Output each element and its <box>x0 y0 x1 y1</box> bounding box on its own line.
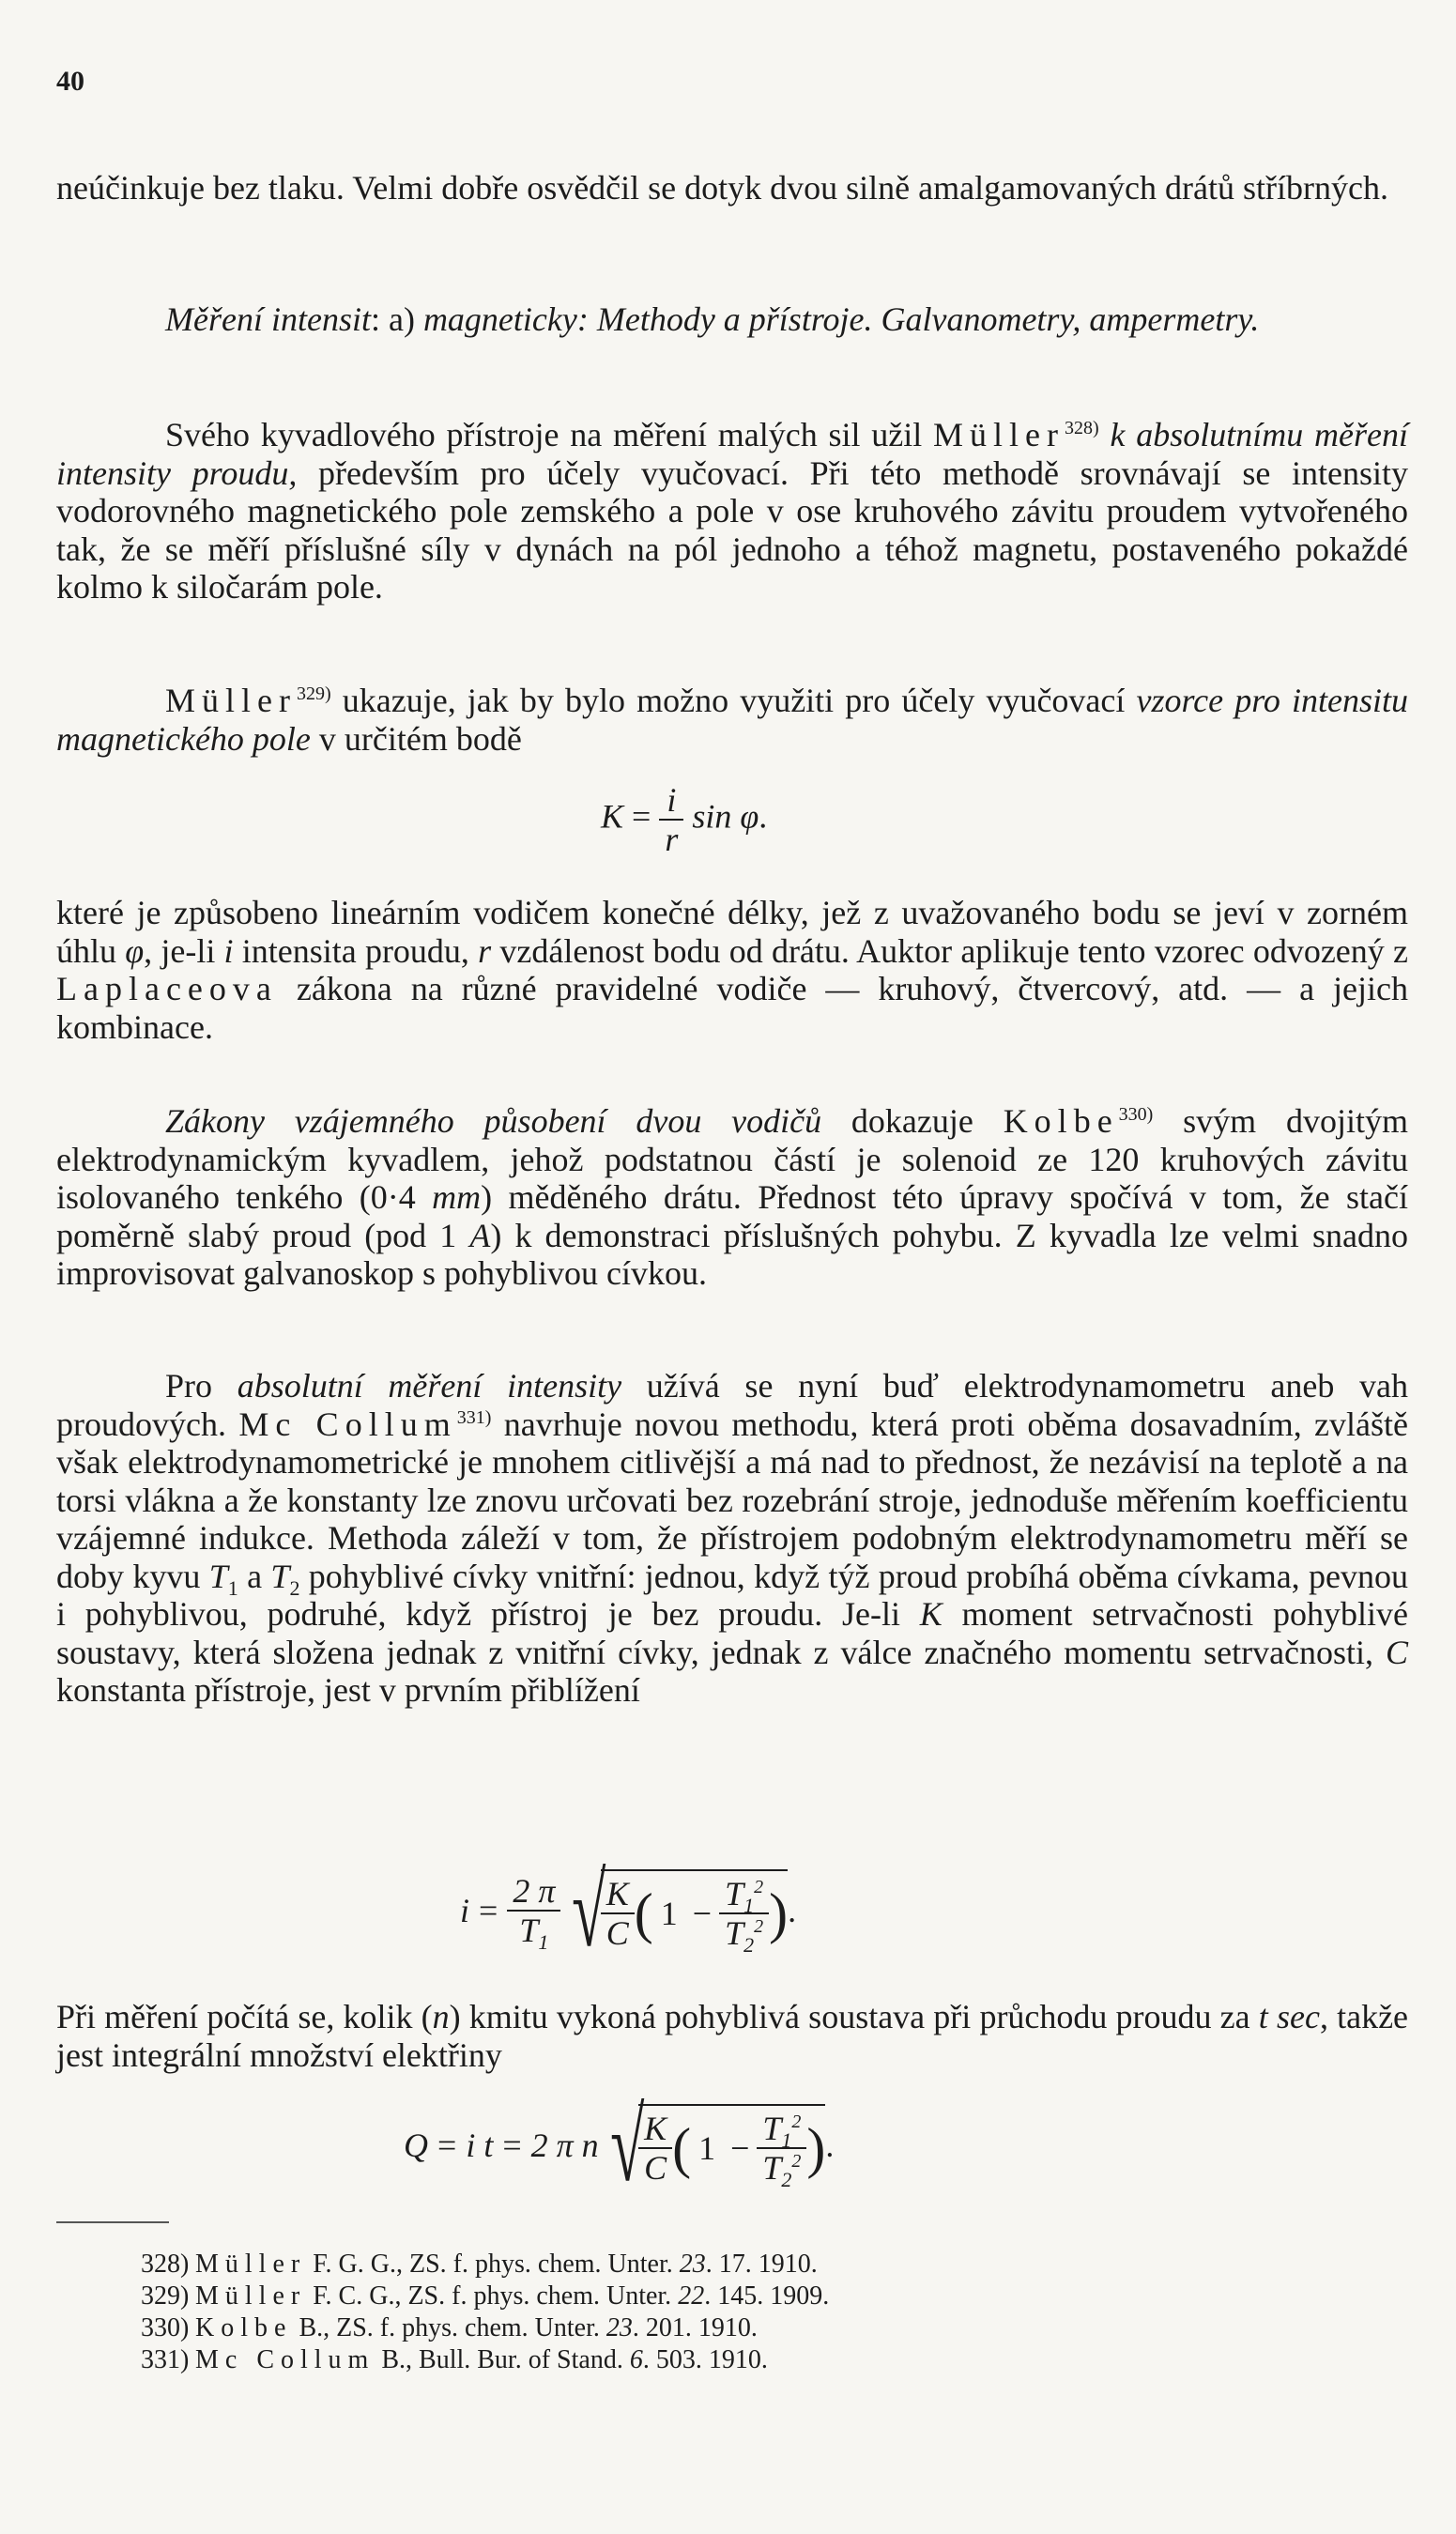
f2-end: . <box>788 1892 797 1929</box>
p4-r: r <box>478 931 492 970</box>
paragraph-5 <box>56 1102 1408 1293</box>
fn-author: Müller <box>195 2250 307 2279</box>
p4-c: intensita proudu, <box>233 931 479 970</box>
p7-sec: sec <box>1267 1998 1320 2035</box>
heading-a: a) <box>388 300 423 338</box>
formula-1 <box>601 781 767 858</box>
fn-rest: . 17. 1910. <box>705 2250 818 2279</box>
footnote-divider <box>56 2221 169 2223</box>
author-mccollum: Mc Collum <box>238 1405 457 1443</box>
f3-rnum: K <box>638 2110 672 2149</box>
fn-rest: . 201. 1910. <box>632 2313 758 2342</box>
p4-a: které je způsobeno lineárním vodičem konečné délky, jež z uvažovaného bodu se jeví v zorném úhlu <box>56 894 1408 970</box>
f2-rparen: ) <box>769 1882 789 1944</box>
p2-italic: k absolutnímu měření intensity proudu, <box>56 416 1408 492</box>
f3-lhs: Q <box>404 2127 428 2164</box>
f3-one: 1 <box>698 2129 716 2167</box>
p6-K: K <box>919 1595 943 1633</box>
ref-330: 330) <box>1118 1104 1154 1125</box>
p6-T1sub: 1 <box>227 1575 238 1600</box>
f2-one: 1 <box>660 1895 678 1932</box>
f2-rnum: K <box>601 1875 635 1914</box>
f1-var: φ <box>740 797 759 836</box>
f2-minus: − <box>692 1895 713 1932</box>
footnote-329 <box>141 2281 1314 2312</box>
p4-phi: φ <box>125 931 145 970</box>
fn-text: B., ZS. f. phys. chem. Unter. <box>292 2313 606 2342</box>
footnote-328 <box>141 2249 1314 2281</box>
f3-end: . <box>825 2127 835 2164</box>
p4-i: i <box>223 931 234 970</box>
author-muller-2: Müller <box>165 682 297 719</box>
p6-d: a <box>238 1557 271 1595</box>
f2-num: 2 π <box>507 1872 560 1912</box>
p5-italic: Zákony vzájemného působení dvou vodičů <box>165 1102 822 1140</box>
p6-T2: T <box>270 1557 290 1595</box>
f3-td: T <box>762 2149 782 2187</box>
footnote-330 <box>141 2312 1314 2344</box>
fn-volume: 6 <box>629 2345 643 2374</box>
p4-e: zákona na různé pravidelné vodiče — kruhový, čtvercový, atd. — a jejich kombinace. <box>56 970 1408 1046</box>
f3-mid: i t <box>466 2127 494 2164</box>
f3-lparen: ( <box>672 2117 692 2179</box>
p6-italic: absolutní měření intensity <box>237 1367 622 1405</box>
f2-eq: = <box>479 1892 498 1929</box>
p5-b: svým dvojitým elektrodynamickým kyvadlem, jehož podstatnou částí je solenoid ze 120 kruhových závitu isolovaného tenkého (0·4 <box>56 1102 1408 1216</box>
f2-tn: T <box>725 1875 744 1912</box>
f1-eq: = <box>632 797 651 836</box>
heading-rest: : Methody a přístroje. Galvanometry, ampermetry. <box>576 300 1260 338</box>
f3-coef: 2 π n <box>530 2127 599 2164</box>
f2-den-sub: 1 <box>538 1930 549 1955</box>
f3-tn-sub: 1 <box>781 2128 792 2153</box>
heading-a-label: magneticky <box>422 300 577 338</box>
p5-a: dokazuje <box>821 1102 1004 1140</box>
paragraph-3 <box>56 682 1408 758</box>
footnote-331 <box>141 2344 1314 2376</box>
p6-c: navrhuje novou methodu, která proti oběma dosavadním, zvláště však elektrodynamometrické je mnohem citlivější a má nad to přednost, že nezávisí na teplotě a na torsi vlákna a že konstanty lze znovu určovati bez rozebrání stroje, jednoduše měřením koefficientu vzájemné indukce. Methoda záleží v tom, že přístrojem podobným elektrodynamometru měří se doby kyvu <box>56 1405 1408 1595</box>
f1-den: r <box>665 821 679 858</box>
p3-italic: vzorce pro intensitu magnetického pole <box>56 682 1408 758</box>
fn-number: 329) <box>141 2281 190 2311</box>
f2-lhs: i <box>460 1892 470 1929</box>
f1-fn: sin <box>692 797 732 836</box>
f2-rden: C <box>605 1914 629 1952</box>
fn-number: 331) <box>141 2345 190 2374</box>
sqrt-icon: √ <box>572 1853 606 1968</box>
formula-2 <box>460 1853 797 1968</box>
f2-td-sup: 2 <box>754 1916 764 1937</box>
f2-lparen: ( <box>634 1882 653 1944</box>
f3-rparen: ) <box>806 2117 826 2179</box>
f2-td-sub: 2 <box>743 1933 755 1958</box>
f3-tn-sup: 2 <box>791 2112 802 2132</box>
f3-td-sub: 2 <box>781 2168 792 2192</box>
fn-author: Mc Collum <box>195 2345 375 2374</box>
f3-minus: − <box>730 2129 750 2167</box>
p6-f: moment setrvačnosti pohyblivé soustavy, která složena jednak z vnitřní cívky, jednak z válce značného momentu setrvačnosti, <box>56 1595 1408 1671</box>
ref-331: 331) <box>456 1406 492 1428</box>
author-muller-1: Müller <box>933 416 1065 453</box>
f2-frac <box>507 1872 560 1955</box>
f1-frac <box>659 781 683 858</box>
p3-text-c: v určitém bodě <box>310 719 522 758</box>
paragraph-4 <box>56 894 1408 1046</box>
p2-text-c: především pro účely vyučovací. Při této methodě srovnávají se intensity vodorovného magnetického pole zemského a pole v ose kruhového závitu proudem vytvořeného tak, že se měří příslušné síly v dynách na pól jednoho a téhož magnetu, postaveného pokaždé kolmo k siločarám pole. <box>56 453 1408 606</box>
p6-T1: T <box>208 1557 228 1595</box>
f3-eq1: = <box>437 2127 457 2164</box>
p5-d: ) k demonstraci příslušných pohybu. Z kyvadla lze velmi snadno improvisovat galvanoskop s pohyblivou cívkou. <box>56 1216 1408 1292</box>
p4-d: vzdálenost bodu od drátu. Auktor aplikuje tento vzorec odvozený z <box>491 931 1408 970</box>
sqrt-icon: √ <box>609 2088 644 2203</box>
fn-text: F. G. G., ZS. f. phys. chem. Unter. <box>306 2250 680 2279</box>
p7-t: t <box>1258 1998 1268 2035</box>
f1-num: i <box>659 781 683 821</box>
f2-den: T <box>519 1912 539 1949</box>
paragraph-7 <box>56 1998 1408 2074</box>
fn-text: B., Bull. Bur. of Stand. <box>375 2345 630 2374</box>
p4-b: , je-li <box>144 931 224 970</box>
p3-text-a: ukazuje, jak by bylo možno využiti pro účely vyučovací <box>330 682 1137 719</box>
fn-author: Kolbe <box>195 2313 293 2342</box>
f2-td: T <box>725 1914 744 1952</box>
p7-c: , takže jest integrální množství elektřiny <box>56 1998 1409 2074</box>
section-heading: Měření intensit: a) magneticky: Methody a přístroje. Galvanometry, ampermetry. <box>165 300 1260 338</box>
p6-e: pohyblivé cívky vnitřní: jednou, když týž proud probíhá oběma cívkama, pevnou i pohyblivou, podruhé, když přístroj je bez proudu. Je-li <box>56 1557 1409 1633</box>
heading-main: Měření intensit <box>165 300 371 338</box>
p6-a: Pro <box>165 1367 238 1405</box>
fn-volume: 23 <box>605 2313 633 2342</box>
p6-b: užívá se nyní buď elektrodynamometru aneb vah proudových. <box>56 1367 1409 1443</box>
p7-a: Při měření počítá se, kolik ( <box>56 1998 433 2035</box>
p7-n: n <box>432 1998 450 2035</box>
author-kolbe: Kolbe <box>1003 1102 1119 1140</box>
f2-radical <box>560 1853 789 1968</box>
p6-T2sub: 2 <box>289 1575 300 1600</box>
f1-end: . <box>759 797 768 836</box>
fn-text: F. C. G., ZS. f. phys. chem. Unter. <box>306 2281 679 2311</box>
p5-c: ) měděného drátu. Přednost této úpravy spočívá v tom, že stačí poměrně slabý proud (pod 1 <box>56 1178 1408 1254</box>
f3-rden: C <box>644 2149 667 2187</box>
paragraph-2 <box>56 416 1408 607</box>
fn-volume: 22 <box>678 2281 705 2311</box>
fn-number: 328) <box>141 2250 190 2279</box>
f3-tn: T <box>762 2110 782 2147</box>
p5-A: A <box>469 1216 491 1254</box>
p2-text-a: Svého kyvadlového přístroje na měření malých sil užil <box>165 416 934 453</box>
p4-laplace: Laplaceova <box>56 970 278 1007</box>
ref-329: 329) <box>296 683 331 704</box>
f2-tn-sub: 1 <box>743 1894 755 1918</box>
fn-rest: . 503. 1910. <box>642 2345 768 2374</box>
f1-lhs: K <box>601 797 624 836</box>
f2-tn-sup: 2 <box>754 1877 764 1897</box>
fn-number: 330) <box>141 2313 190 2342</box>
p7-b: ) kmitu vykoná pohyblivá soustava při průchodu proudu za <box>449 1998 1259 2035</box>
fn-volume: 23 <box>679 2250 706 2279</box>
page-number: 40 <box>56 66 84 97</box>
p5-mm: mm <box>432 1178 482 1216</box>
ref-328: 328) <box>1065 418 1099 438</box>
p6-g: konstanta přístroje, jest v prvním přiblížení <box>56 1671 640 1709</box>
p6-C: C <box>1385 1633 1408 1671</box>
fn-rest: . 145. 1909. <box>704 2281 830 2311</box>
fn-author: Müller <box>195 2281 307 2311</box>
formula-3 <box>404 2088 835 2203</box>
paragraph-6 <box>56 1367 1408 1710</box>
f3-td-sup: 2 <box>791 2151 802 2172</box>
paragraph-1: neúčinkuje bez tlaku. Velmi dobře osvědčil se dotyk dvou silně amalgamovaných drátů stříbrných. <box>56 169 1388 207</box>
f3-eq2: = <box>502 2127 522 2164</box>
f3-radical <box>599 2088 826 2203</box>
